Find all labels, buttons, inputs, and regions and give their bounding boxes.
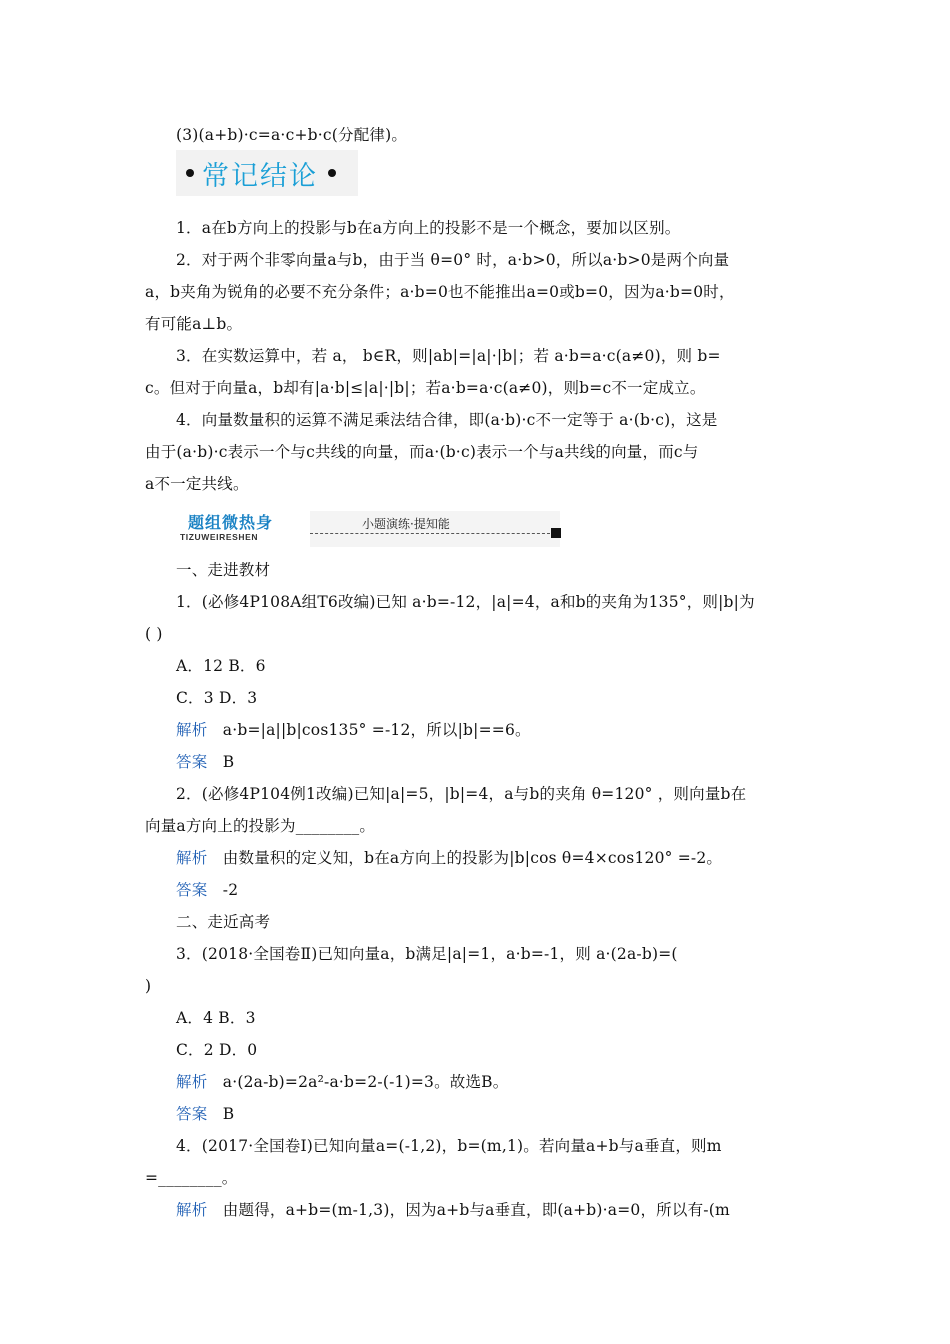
banner-title-box (176, 509, 310, 543)
banner-subtitle: TIZUWEIRESHEN (180, 532, 259, 542)
answer-line (176, 751, 810, 773)
solution-text: a·b=|a||b|cos135° =-12，所以|b|==6。 (222, 721, 531, 739)
answer-line (176, 1103, 810, 1125)
jiexi-label: 解析 (176, 1201, 208, 1219)
answer-line (176, 879, 810, 901)
option-line: A．12 B．6 (176, 657, 266, 675)
text-line: 3．(2018·全国卷Ⅱ)已知向量a，b满足|a|=1，a·b=-1，则 a·(2a-b)=( (176, 945, 678, 963)
option-line: A．4 B．3 (176, 1009, 256, 1027)
section-header-changji (176, 150, 358, 196)
answer-text: -2 (222, 881, 239, 899)
jiexi-label: 解析 (176, 1073, 208, 1091)
text-line: 向量a方向上的投影为________。 (145, 817, 376, 835)
option-line: C．3 D．3 (176, 689, 258, 707)
banner-tag: 小题演练·提知能 (362, 517, 450, 531)
text-line: ( ) (145, 625, 163, 643)
solution-text: a·(2a-b)=2a²-a·b=2-(-1)=3。故选B。 (222, 1073, 509, 1091)
text-line: =________。 (145, 1169, 238, 1187)
solution-text: 由数量积的定义知，b在a方向上的投影为|b|cos θ=4×cos120° =-2。 (222, 849, 723, 867)
banner-title: 题组微热身 (188, 513, 274, 532)
text-line: a，b夹角为锐角的必要不充分条件；a·b=0也不能推出a=0或b=0，因为a·b=0时， (145, 283, 735, 301)
bullet-dot-icon (328, 169, 336, 177)
solution-line (176, 847, 810, 869)
text-line: a不一定共线。 (145, 475, 249, 493)
text-line: c。但对于向量a，b却有|a·b|≤|a|·|b|；若a·b=a·c(a≠0)，则b=c不一定成立。 (145, 379, 706, 397)
solution-line (176, 719, 810, 741)
text-line: 4．向量数量积的运算不满足乘法结合律，即(a·b)·c不一定等于 a·(b·c)，这是 (176, 411, 718, 429)
square-bullet-icon (551, 528, 561, 538)
solution-line (176, 1071, 810, 1093)
text-line: 二、走近高考 (176, 913, 271, 931)
text-line: 有可能a⊥b。 (145, 315, 243, 333)
answer-text: B (222, 1105, 235, 1123)
text-line: 3．在实数运算中，若 a， b∈R，则|ab|=|a|·|b|；若 a·b=a·c(a≠0)，则 b= (176, 347, 721, 365)
banner-divider (310, 533, 550, 534)
daan-label: 答案 (176, 881, 208, 899)
daan-label: 答案 (176, 1105, 208, 1123)
answer-text: B (222, 753, 235, 771)
solution-text: 由题得，a+b=(m-1,3)，因为a+b与a垂直，即(a+b)·a=0，所以有-(m (222, 1201, 730, 1219)
text-line: (3)(a+b)·c=a·c+b·c(分配律)。 (176, 126, 408, 144)
section-header-title: 常记结论 (202, 160, 318, 192)
text-line: 4．(2017·全国卷Ⅰ)已知向量a=(-1,2)，b=(m,1)。若向量a+b与a垂直，则m (176, 1137, 722, 1155)
text-line: 1．a在b方向上的投影与b在a方向上的投影不是一个概念，要加以区别。 (176, 219, 681, 237)
text-line: 2．(必修4P104例1改编)已知|a|=5，|b|=4，a与b的夹角 θ=120° ，则向量b在 (176, 785, 747, 803)
text-line: 由于(a·b)·c表示一个与c共线的向量，而a·(b·c)表示一个与a共线的向量，而c与 (145, 443, 699, 461)
jiexi-label: 解析 (176, 849, 208, 867)
solution-line (176, 1199, 810, 1221)
text-line: 2．对于两个非零向量a与b，由于当 θ=0° 时，a·b>0，所以a·b>0是两个向量 (176, 251, 730, 269)
jiexi-label: 解析 (176, 721, 208, 739)
option-line: C．2 D．0 (176, 1041, 258, 1059)
daan-label: 答案 (176, 753, 208, 771)
bullet-dot-icon (186, 169, 194, 177)
text-line: 1．(必修4P108A组T6改编)已知 a·b=-12，|a|=4，a和b的夹角为135°，则|b|为 (176, 593, 755, 611)
text-line: ) (145, 977, 152, 995)
text-line: 一、走进教材 (176, 561, 271, 579)
section-banner (176, 509, 562, 551)
